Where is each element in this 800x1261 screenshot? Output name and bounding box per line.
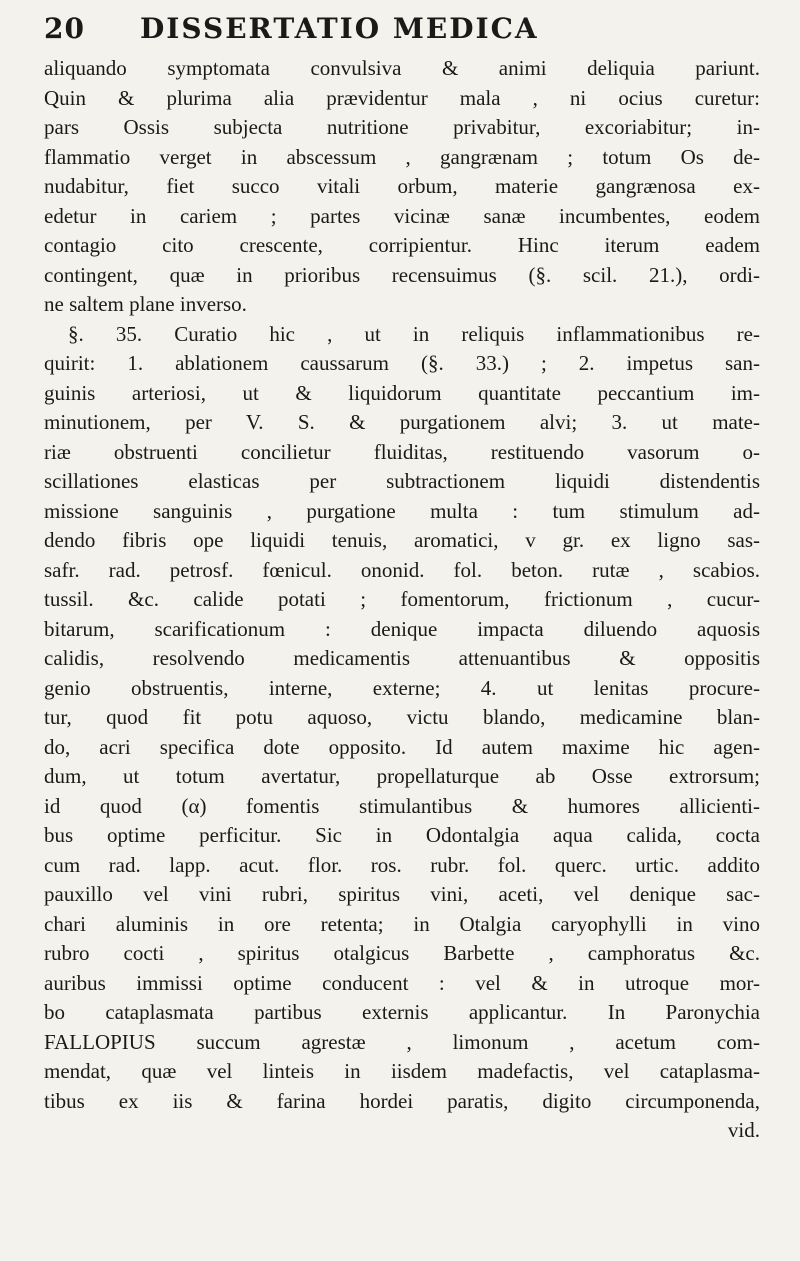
text-line: scillationes elasticas per subtractionem liquidi distendentis — [44, 469, 760, 493]
text-line: flammatio verget in abscessum , gangrænam ; totum Os de- — [44, 144, 760, 169]
text-line: chari aluminis in ore retenta; in Otalgia caryophylli in vino — [44, 911, 760, 936]
text-line: tur, quod fit potu aquoso, victu blando, medicamine blan- — [44, 705, 760, 729]
text-line: contagio cito crescente, corripientur. Hinc iterum eadem — [44, 233, 760, 257]
text-line: aliquando symptomata convulsiva & animi deliquia pariunt. — [44, 56, 760, 80]
text-line: bitarum, scarificationum : denique impacta diluendo aquosis — [44, 616, 760, 641]
text-line: pars Ossis subjecta nutritione privabitur, excoriabitur; in- — [44, 115, 760, 139]
text-line: bus optime perficitur. Sic in Odontalgia aqua calida, cocta — [44, 823, 760, 847]
text-line: auribus immissi optime conducent : vel & in utroque mor- — [44, 970, 760, 995]
text-line: mendat, quæ vel linteis in iisdem madefactis, vel cataplasma- — [44, 1059, 760, 1083]
text-line: contingent, quæ in prioribus recensuimus (§. scil. 21.), ordi- — [44, 262, 760, 287]
page-header — [44, 12, 764, 52]
text-line: FALLOPIUS succum agrestæ , limonum , acetum com- — [44, 1029, 760, 1054]
catchword: vid. — [727, 1118, 760, 1142]
text-line: dum, ut totum avertatur, propellaturque ab Osse extrorsum; — [44, 764, 760, 788]
text-line: quirit: 1. ablationem caussarum (§. 33.) ; 2. impetus san- — [44, 351, 760, 375]
text-line: cum rad. lapp. acut. flor. ros. rubr. fol. querc. urtic. addito — [44, 852, 760, 877]
text-line: ne saltem plane inverso. — [44, 292, 247, 316]
text-line: safr. rad. petrosf. fœnicul. ononid. fol. beton. rutæ , scabios. — [44, 557, 760, 582]
text-line: calidis, resolvendo medicamentis attenuantibus & oppositis — [44, 646, 760, 670]
page-number: 20 — [44, 12, 85, 45]
text-line: guinis arteriosi, ut & liquidorum quantitate peccantium im- — [44, 380, 760, 405]
text-line: tussil. &c. calide potati ; fomentorum, frictionum , cucur- — [44, 587, 760, 611]
text-line: dendo fibris ope liquidi tenuis, aromatici, v gr. ex ligno sas- — [44, 528, 760, 552]
text-line: pauxillo vel vini rubri, spiritus vini, aceti, vel denique sac- — [44, 882, 760, 906]
text-line: minutionem, per V. S. & purgationem alvi; 3. ut mate- — [44, 410, 760, 434]
text-line: nudabitur, fiet succo vitali orbum, materie gangrænosa ex- — [44, 174, 760, 198]
text-line: bo cataplasmata partibus externis applicantur. In Paronychia — [44, 1000, 760, 1024]
running-head: DISSERTATIO MEDICA — [140, 12, 539, 45]
text-line: tibus ex iis & farina hordei paratis, digito circumponenda, — [44, 1088, 760, 1113]
text-line: missione sanguinis , purgatione multa : tum stimulum ad- — [44, 498, 760, 523]
text-line: edetur in cariem ; partes vicinæ sanæ incumbentes, eodem — [44, 203, 760, 228]
text-line: do, acri specifica dote opposito. Id autem maxime hic agen- — [44, 734, 760, 759]
text-line: id quod (α) fomentis stimulantibus & humores allicienti- — [44, 793, 760, 818]
text-line: genio obstruentis, interne, externe; 4. ut lenitas procure- — [44, 675, 760, 700]
section-35-start: §. 35. Curatio hic , ut in reliquis inflammationibus re- — [68, 321, 760, 346]
text-line: riæ obstruenti concilietur fluiditas, restituendo vasorum o- — [44, 439, 760, 464]
text-line: rubro cocti , spiritus otalgicus Barbette , camphoratus &c. — [44, 941, 760, 965]
body-text — [44, 54, 760, 1146]
text-line: Quin & plurima alia prævidentur mala , ni ocius curetur: — [44, 85, 760, 110]
